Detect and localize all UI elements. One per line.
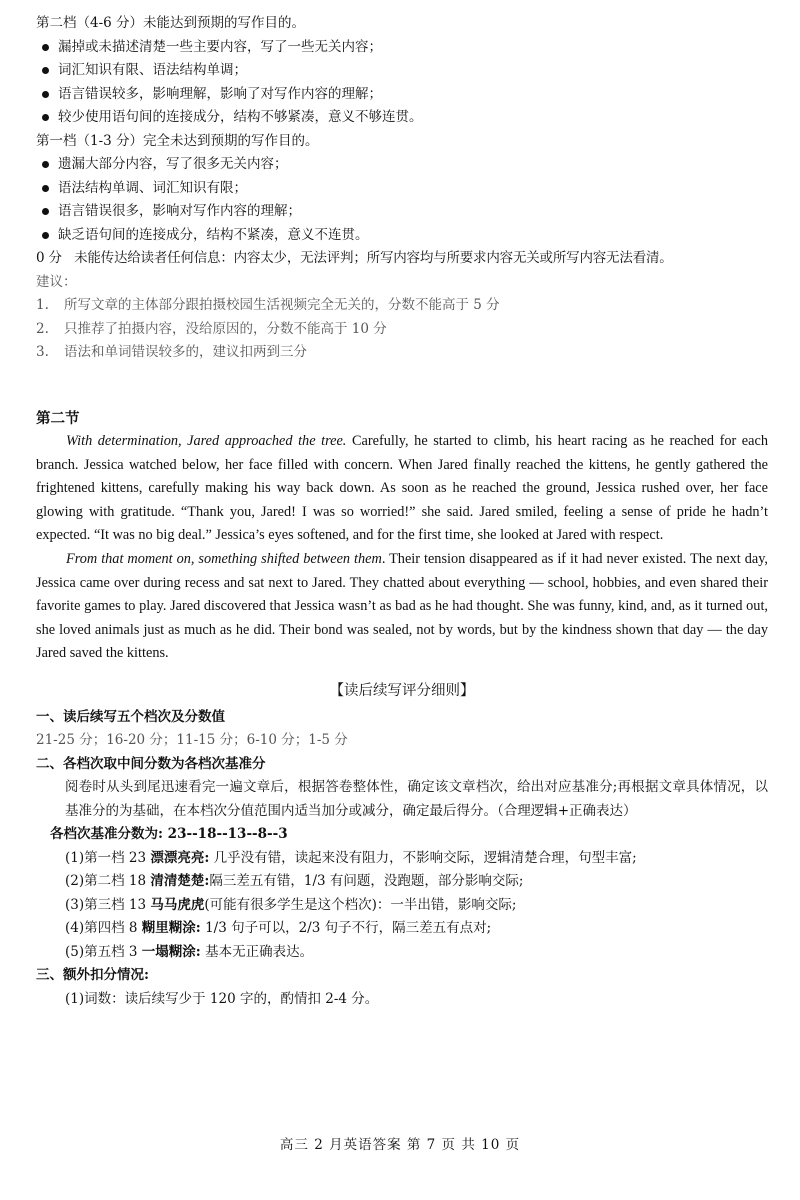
story-paragraph-2: From that moment on, something shifted between them. Their tension disappeared as if it had never existed. The next day, Jessica came over during recess and sat next to Jared. They chatted about everything — school, hobbies, and even shared their favorite games to play. Jared discovered that Jessica wasn’t as bad as he had thought. She was funny, kind, and, as it turned out, she loved animals just as much as he did. Their bond was sealed, not by words, but by the kindness shown that day — the day Jared saved the kittens. — [36, 550, 768, 662]
rubric-section3-heading: 三、额外扣分情况: — [36, 967, 149, 984]
tier1-title: 第一档（1-3 分）完全未达到预期的写作目的。 — [36, 132, 319, 149]
bullet-icon — [42, 114, 49, 121]
story-paragraph-1: With determination, Jared approached the tree. Carefully, he started to climb, his heart racing as he reached for each branch. Jessica watched below, her face filled with concern. When Jared finally reached the kittens, he gently gathered the frightened kittens, carefully making his way back down. As soon as he reached the ground, Jessica rushed over, her face glowing with gratitude. “Thank you, Jared! I was so worried!” she said. Jared smiled, feeling a sense of pride he hadn’t expected. “It was no big deal.” Jessica’s eyes softened, and for the first time, she looked at Jared with respect. — [36, 433, 768, 544]
zero-score-line: 0 分 未能传达给读者任何信息：内容太少，无法评判；所写内容均与所要求内容无关或所写内容无法看清。 — [36, 250, 673, 266]
rubric-level: (5)第五档 3 一塌糊涂: 基本无正确表达。 — [65, 943, 314, 960]
suggest-item: 3. 语法和单词错误较多的，建议扣两到三分 — [36, 344, 307, 360]
rubric-level: (4)第四档 8 糊里糊涂: 1/3 句子可以，2/3 句子不行，隔三差五有点对; — [65, 920, 492, 937]
rubric-base-scores: 各档次基准分数为: 23--18--13--8--3 — [50, 826, 288, 843]
bullet-icon — [42, 208, 49, 215]
document-page — [36, 12, 768, 1011]
tier2-item: 漏掉或未描述清楚一些主要内容，写了一些无关内容； — [36, 36, 768, 60]
tier2-item: 较少使用语句间的连接成分，结构不够紧凑，意义不够连贯。 — [36, 106, 768, 130]
suggest-item: 2. 只推荐了拍摄内容，没给原因的，分数不能高于 10 分 — [36, 320, 387, 337]
bullet-icon — [42, 67, 49, 74]
bullet-icon — [42, 161, 49, 168]
rubric-score-ranges: 21-25 分；16-20 分；11-15 分；6-10 分；1-5 分 — [36, 732, 348, 749]
rubric-level: (2)第二档 18 清清楚楚:隔三差五有错，1/3 有问题，没跑题，部分影响交际; — [65, 873, 524, 890]
rubric-title: 【读后续写评分细则】 — [329, 682, 475, 699]
rubric-level: (3)第三档 13 马马虎虎(可能有很多学生是这个档次)：一半出错，影响交际; — [65, 896, 517, 913]
suggest-item: 1. 所写文章的主体部分跟拍摄校园生活视频完全无关的，分数不能高于 5 分 — [36, 297, 500, 313]
tier1-item: 语言错误很多，影响对写作内容的理解； — [36, 200, 768, 224]
bullet-icon — [42, 91, 49, 98]
tier1-item: 语法结构单调、词汇知识有限； — [36, 177, 768, 201]
rubric-section2-text: 阅卷时从头到尾迅速看完一遍文章后，根据答卷整体性，确定该文章档次，给出对应基准分;再根据文章具体情况，以基准分的为基础，在本档次分值范围内适当加分或减分，确定最后得分。（合理逻辑+正确表达） — [65, 779, 768, 819]
suggest-title: 建议： — [36, 273, 77, 290]
bullet-icon — [42, 185, 49, 192]
rubric-section1-heading: 一、读后续写五个档次及分数值 — [36, 708, 225, 725]
tier2-title: 第二档（4-6 分）未能达到预期的写作目的。 — [36, 15, 306, 31]
page-footer: 高三 2 月英语答案 第 7 页 共 10 页 — [279, 1137, 521, 1153]
bullet-icon — [42, 232, 49, 239]
rubric-level: (1)第一档 23 漂漂亮亮: 几乎没有错，读起来没有阻力，不影响交际，逻辑清楚合理，句型丰富; — [65, 849, 637, 866]
tier1-item: 缺乏语句间的连接成分，结构不紧凑，意义不连贯。 — [36, 224, 768, 248]
tier2-item: 词汇知识有限、语法结构单调； — [36, 59, 768, 83]
bullet-icon — [42, 44, 49, 51]
tier2-item: 语言错误较多，影响理解，影响了对写作内容的理解； — [36, 83, 768, 107]
section2-heading: 第二节 — [36, 409, 80, 427]
rubric-section2-heading: 二、各档次取中间分数为各档次基准分 — [36, 755, 266, 772]
tier1-item: 遗漏大部分内容，写了很多无关内容； — [36, 153, 768, 177]
rubric-section3-item: (1)词数：读后续写少于 120 字的，酌情扣 2-4 分。 — [65, 990, 379, 1007]
